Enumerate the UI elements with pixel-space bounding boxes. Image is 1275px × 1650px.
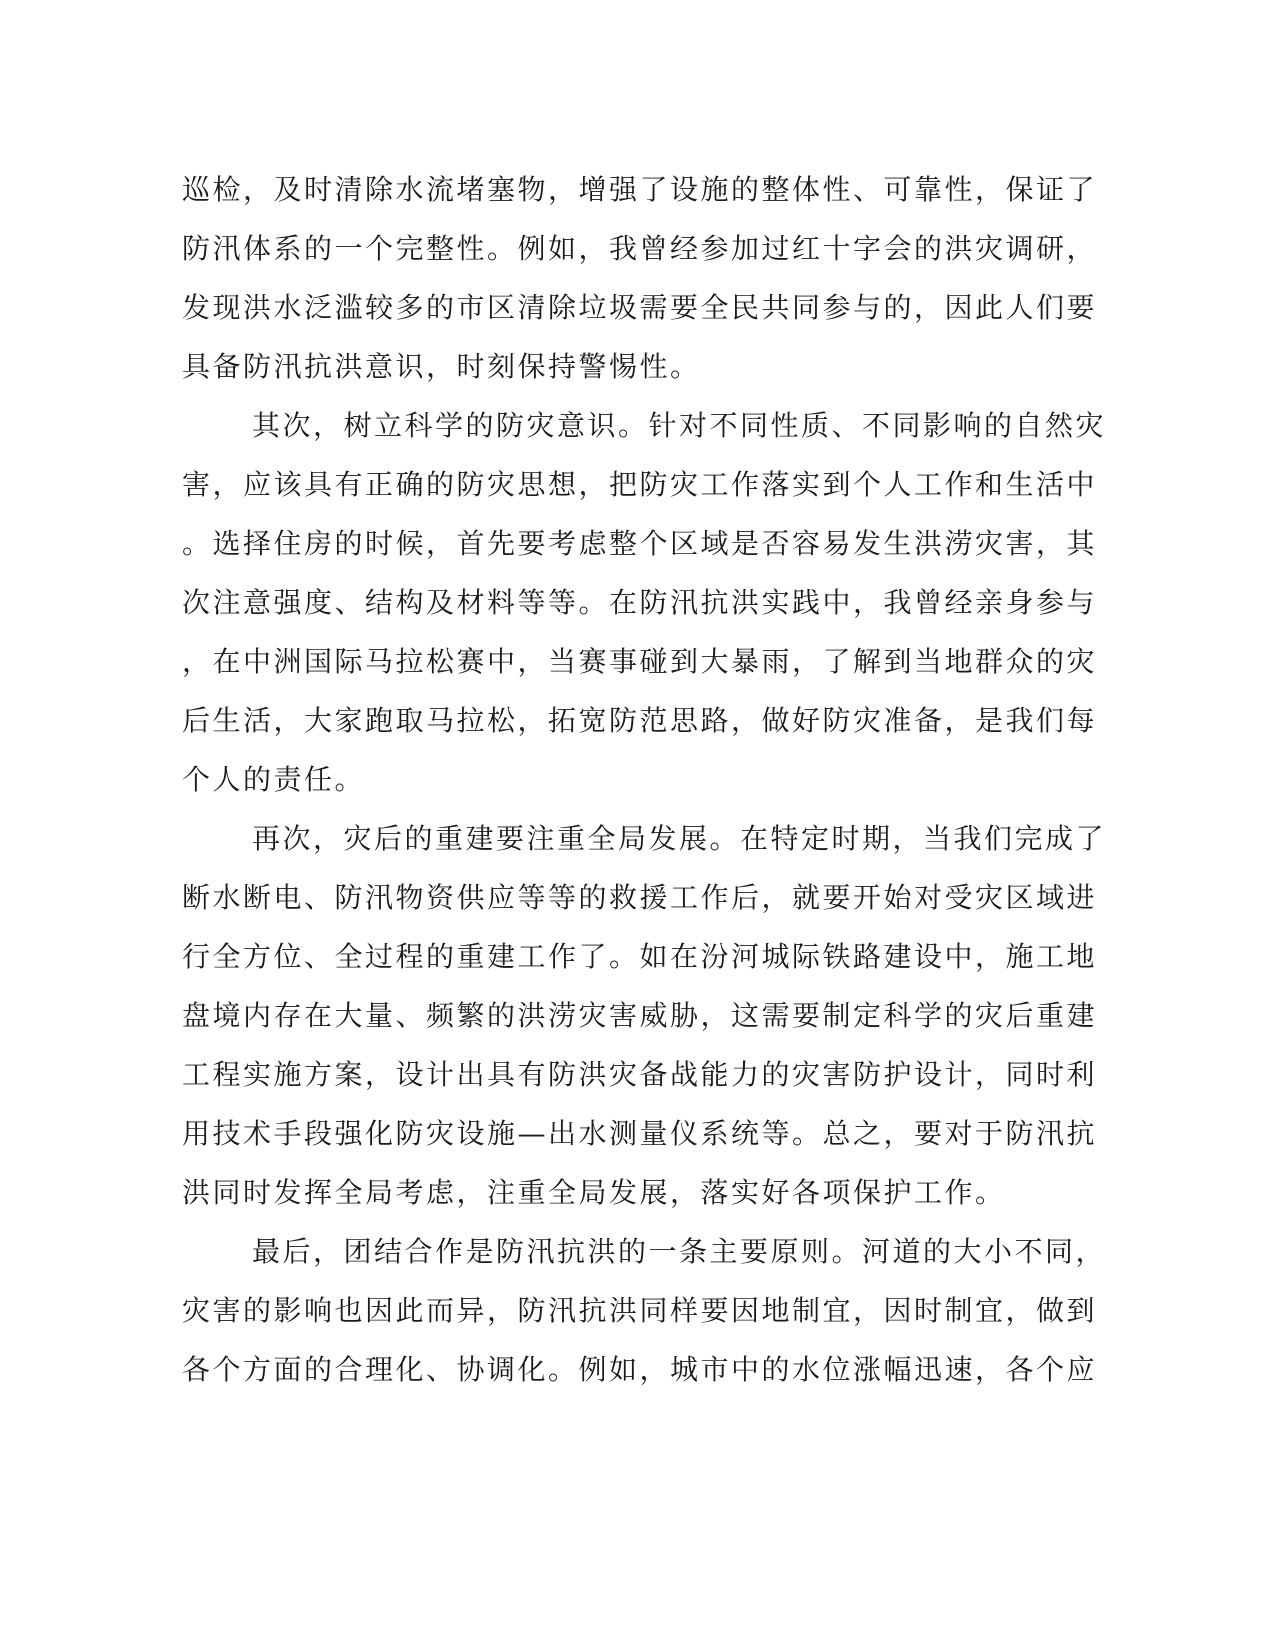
text-line: 最后，团结合作是防汛抗洪的一条主要原则。河道的大小不同， bbox=[252, 1235, 1107, 1268]
text-line: 行全方位、全过程的重建工作了。如在汾河城际铁路建设中，施工地 bbox=[182, 940, 1098, 973]
text-line: 各个方面的合理化、协调化。例如，城市中的水位涨幅迅速，各个应 bbox=[182, 1353, 1098, 1386]
text-line: 防汛体系的一个完整性。例如，我曾经参加过红十字会的洪灾调研， bbox=[182, 232, 1098, 265]
text-line: 其次，树立科学的防灾意识。针对不同性质、不同影响的自然灾 bbox=[252, 409, 1107, 442]
text-line: 盘境内存在大量、频繁的洪涝灾害威胁，这需要制定科学的灾后重建 bbox=[182, 999, 1098, 1032]
text-line: 个人的责任。 bbox=[182, 763, 366, 796]
text-line: 次注意强度、结构及材料等等。在防汛抗洪实践中，我曾经亲身参与 bbox=[182, 586, 1098, 619]
text-line: 洪同时发挥全局考虑，注重全局发展，落实好各项保护工作。 bbox=[182, 1176, 1006, 1209]
text-line: 灾害的影响也因此而异，防汛抗洪同样要因地制宜，因时制宜，做到 bbox=[182, 1294, 1098, 1327]
text-line: 。选择住房的时候，首先要考虑整个区域是否容易发生洪涝灾害，其 bbox=[182, 527, 1098, 560]
paragraph-1 bbox=[182, 160, 1098, 396]
text-line: 具备防汛抗洪意识，时刻保持警惕性。 bbox=[182, 350, 701, 383]
text-line: 断水断电、防汛物资供应等等的救援工作后，就要开始对受灾区域进 bbox=[182, 881, 1098, 914]
text-line: 工程实施方案，设计出具有防洪灾备战能力的灾害防护设计，同时利 bbox=[182, 1058, 1098, 1091]
text-line: 害，应该具有正确的防灾思想，把防灾工作落实到个人工作和生活中 bbox=[182, 468, 1098, 501]
text-line: 巡检，及时清除水流堵塞物，增强了设施的整体性、可靠性，保证了 bbox=[182, 173, 1098, 206]
paragraph-3 bbox=[182, 809, 1107, 1222]
text-line: 后生活，大家跑取马拉松，拓宽防范思路，做好防灾准备，是我们每 bbox=[182, 704, 1098, 737]
text-line: 用技术手段强化防灾设施—出水测量仪系统等。总之，要对于防汛抗 bbox=[182, 1117, 1098, 1150]
text-line: ，在中洲国际马拉松赛中，当赛事碰到大暴雨，了解到当地群众的灾 bbox=[182, 645, 1098, 678]
text-line: 再次，灾后的重建要注重全局发展。在特定时期，当我们完成了 bbox=[252, 822, 1107, 855]
paragraph-4 bbox=[182, 1222, 1107, 1399]
text-line: 发现洪水泛滥较多的市区清除垃圾需要全民共同参与的，因此人们要 bbox=[182, 291, 1098, 324]
document-body bbox=[182, 160, 1107, 1399]
paragraph-2 bbox=[182, 396, 1107, 809]
